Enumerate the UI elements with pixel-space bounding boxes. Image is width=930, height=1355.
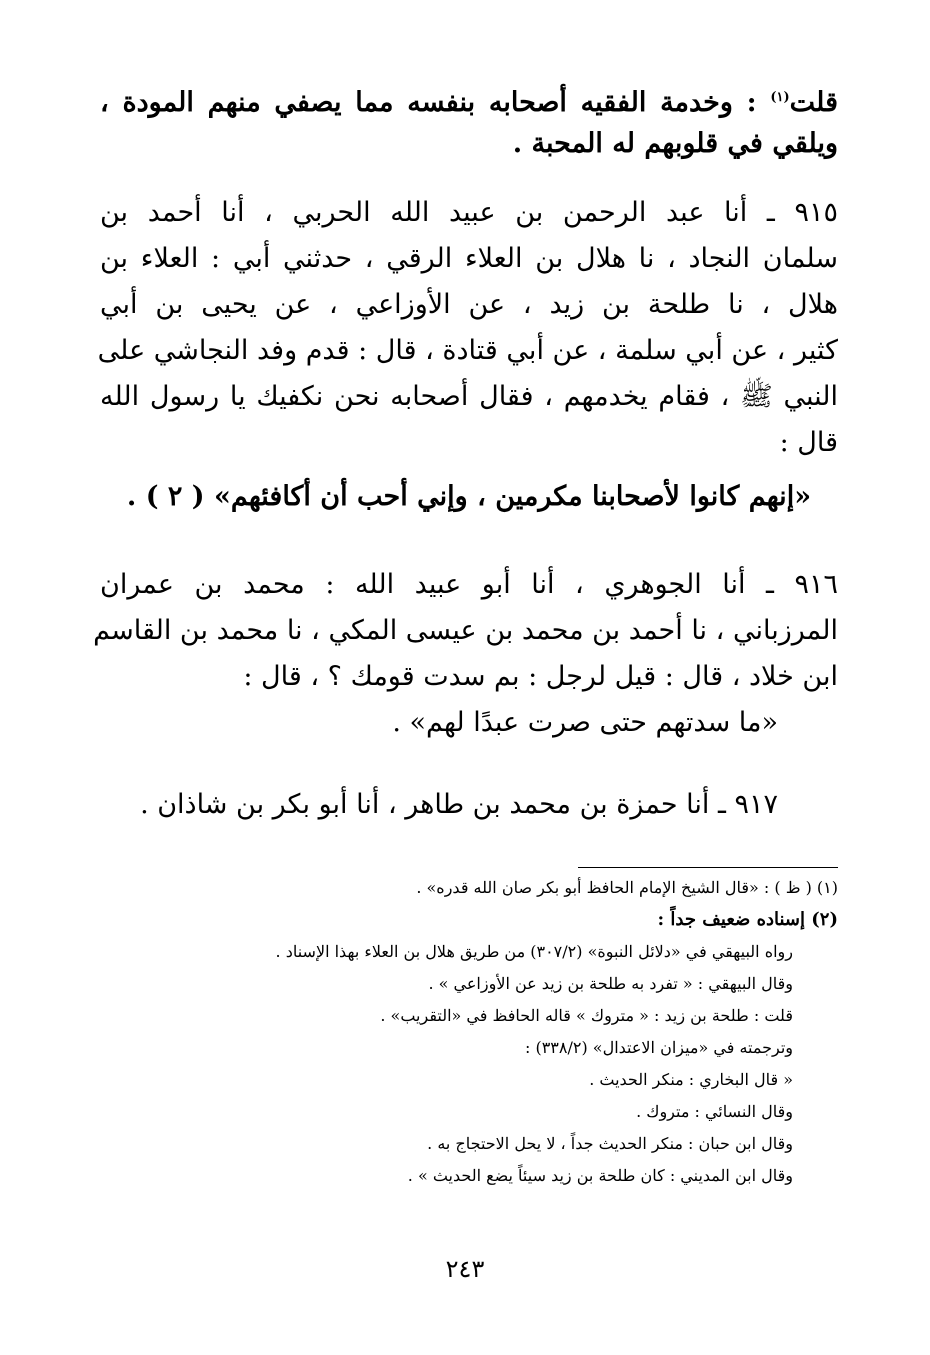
- footnote-2-line-7: وقال ابن حبان : منكر الحديث جداً ، لا يحل الاحتجاج به .: [427, 1134, 793, 1153]
- hadith-916-quote: «ما سدتهم حتى صرت عبدًا لهم» .: [392, 707, 778, 738]
- footnotes: [100, 872, 838, 1192]
- note-line-1: [100, 75, 838, 121]
- hadith-915: [97, 190, 838, 520]
- hadith-916-line-3: ابن خلاد ، قال : قيل لرجل : بم سدت قومك ؟ ، قال :: [243, 661, 838, 692]
- footnote-2-line-4: وترجمته في «ميزان الاعتدال» (٣٣٨/٢) :: [524, 1038, 793, 1057]
- footnote-1: (١) ( ظ ) : «قال الشيخ الإمام الحافظ أبو بكر صان الله قدره» .: [416, 878, 838, 897]
- footnote-marker-1: (١): [770, 90, 790, 105]
- hadith-915-line-5: النبي ﷺ ، فقام يخدمهم ، فقال أصحابه نحن نكفيك يا رسول الله: [100, 381, 838, 412]
- hadith-915-line-3: هلال ، نا طلحة بن زيد ، عن الأوزاعي ، عن يحيى بن أبي: [100, 289, 838, 320]
- footnote-2-line-3: قلت : طلحة بن زيد : « متروك » قاله الحافظ في «التقريب» .: [380, 1006, 793, 1025]
- page-number: ٢٤٣: [445, 1255, 485, 1283]
- hadith-915-line-6: قال :: [779, 427, 838, 458]
- note-line-2: ويلقي في قلوبهم له المحبة .: [512, 128, 838, 159]
- hadith-915-line-2: سلمان النجاد ، نا هلال بن العلاء الرقي ، حدثني أبي : العلاء بن: [100, 243, 838, 274]
- hadith-915-line-4: كثير ، عن أبي سلمة ، عن أبي قتادة ، قال : قدم وفد النجاشي على: [97, 335, 838, 366]
- hadith-917-line-1: ٩١٧ ـ أنا حمزة بن محمد بن طاهر ، أنا أبو بكر بن شاذان .: [140, 789, 778, 820]
- hadith-917: [100, 782, 838, 828]
- footnote-2-line-1: رواه البيهقي في «دلائل النبوة» (٣٠٧/٢) من طريق هلال بن العلاء بهذا الإسناد .: [275, 942, 793, 961]
- note-first-word: قلت: [789, 87, 838, 118]
- note-text-1: : وخدمة الفقيه أصحابه بنفسه مما يصفي منهم المودة ،: [100, 87, 771, 118]
- hadith-916-line-2: المرزباني ، نا أحمد بن محمد بن عيسى المكي ، نا محمد بن القاسم: [93, 615, 838, 646]
- hadith-916: [93, 562, 838, 746]
- hadith-915-quote: «إنهم كانوا لأصحابنا مكرمين ، وإني أحب أن أكافئهم» ( ٢ ) .: [126, 481, 812, 512]
- footnote-2-line-8: وقال ابن المديني : كان طلحة بن زيد سيئاً يضع الحديث » .: [407, 1166, 793, 1185]
- footnote-2-line-6: وقال النسائي : متروك .: [636, 1102, 793, 1121]
- footnote-separator: [578, 867, 838, 868]
- footnote-2-line-2: وقال البيهقي : « تفرد به طلحة بن زيد عن الأوزاعي » .: [428, 974, 793, 993]
- footnote-2-title: (٢) إسناده ضعيف جداً :: [657, 909, 838, 930]
- author-note: [100, 75, 838, 167]
- footnote-2-line-5: « قال البخاري : منكر الحديث .: [589, 1070, 793, 1089]
- hadith-915-line-1: ٩١٥ ـ أنا عبد الرحمن بن عبيد الله الحربي ، أنا أحمد بن: [100, 197, 838, 228]
- hadith-916-line-1: ٩١٦ ـ أنا الجوهري ، أنا أبو عبيد الله : محمد بن عمران: [100, 569, 838, 600]
